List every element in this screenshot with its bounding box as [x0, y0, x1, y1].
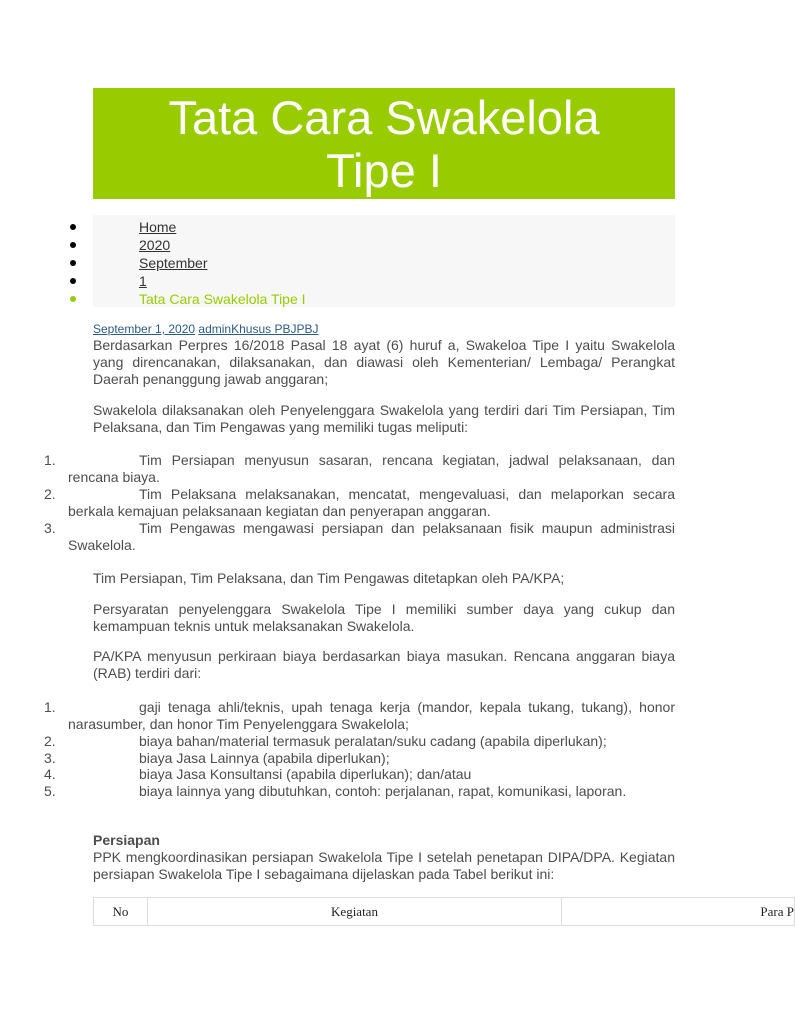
- breadcrumb-link[interactable]: Home: [139, 219, 177, 235]
- bullet-icon: [70, 260, 76, 266]
- post-date-link[interactable]: September 1, 2020: [93, 322, 196, 336]
- section-heading-persiapan: Persiapan: [93, 832, 160, 848]
- list-number: 2.: [44, 733, 56, 749]
- breadcrumb-link[interactable]: 1: [139, 273, 147, 289]
- list-number: 3.: [44, 520, 56, 536]
- paragraph-rab: PA/KPA menyusun perkiraan biaya berdasarkan biaya masukan. Rencana anggaran biaya (RAB) terdiri dari:: [93, 648, 675, 681]
- table-header-kegiatan: Kegiatan: [148, 898, 562, 925]
- bullet-icon: [70, 278, 76, 284]
- list-number: 1.: [44, 452, 56, 468]
- page-title: Tata Cara Swakelola Tipe I: [168, 90, 600, 197]
- table-header-no: No: [94, 898, 148, 925]
- list-number: 3.: [44, 750, 56, 766]
- bullet-icon: [70, 296, 76, 302]
- breadcrumb-link[interactable]: September: [139, 255, 208, 271]
- breadcrumb-item-home[interactable]: [93, 218, 675, 236]
- breadcrumb: [93, 215, 675, 307]
- table-header-para: Para P: [760, 904, 794, 919]
- post-author-link[interactable]: adminKhusus PBJPBJ: [198, 322, 319, 336]
- paragraph-intro: Berdasarkan Perpres 16/2018 Pasal 18 ayat (6) huruf a, Swakeloa Tipe I yaitu Swakelola yang direncanakan, dilaksanakan, dan diawasi oleh Kementerian/ Lembaga/ Perangkat Daerah penanggung jawab anggaran;: [93, 337, 675, 387]
- breadcrumb-current-label: Tata Cara Swakelola Tipe I: [139, 291, 306, 307]
- page-title-banner: [93, 88, 675, 199]
- bullet-icon: [70, 242, 76, 248]
- paragraph-penyelenggara: Swakelola dilaksanakan oleh Penyelenggara Swakelola yang terdiri dari Tim Persiapan, Tim Pelaksana, dan Tim Pengawas yang memiliki tugas meliputi:: [93, 402, 675, 435]
- paragraph-persyaratan: Persyaratan penyelenggara Swakelola Tipe I memiliki sumber daya yang cukup dan kemampuan teknis untuk melaksanakan Swakelola.: [93, 601, 675, 634]
- breadcrumb-item-day[interactable]: [93, 272, 675, 290]
- list-item: gaji tenaga ahli/teknis, upah tenaga kerja (mandor, kepala tukang, tukang), honor narasumber, dan honor Tim Penyelenggara Swakelola;: [68, 699, 675, 732]
- list-item: biaya Jasa Lainnya (apabila diperlukan);: [139, 750, 390, 766]
- bullet-icon: [70, 224, 76, 230]
- breadcrumb-item-year[interactable]: [93, 236, 675, 254]
- list-item: Tim Pengawas mengawasi persiapan dan pelaksanaan fisik maupun administrasi Swakelola.: [68, 520, 675, 553]
- list-item: biaya bahan/material termasuk peralatan/suku cadang (apabila diperlukan);: [139, 733, 607, 749]
- breadcrumb-item-month[interactable]: [93, 254, 675, 272]
- list-item: biaya lainnya yang dibutuhkan, contoh: perjalanan, rapat, komunikasi, laporan.: [139, 783, 627, 799]
- paragraph-persiapan: PPK mengkoordinasikan persiapan Swakelola Tipe I setelah penetapan DIPA/DPA. Kegiatan persiapan Swakelola Tipe I sebagaimana dijelaskan pada Tabel berikut ini:: [93, 849, 675, 882]
- breadcrumb-link[interactable]: 2020: [139, 237, 171, 253]
- post-meta: [93, 322, 318, 336]
- paragraph-penetapan: Tim Persiapan, Tim Pelaksana, dan Tim Pengawas ditetapkan oleh PA/KPA;: [93, 570, 565, 586]
- list-number: 5.: [44, 783, 56, 799]
- list-number: 2.: [44, 486, 56, 502]
- list-item: biaya Jasa Konsultansi (apabila diperlukan); dan/atau: [139, 766, 472, 782]
- persiapan-table: [93, 897, 795, 926]
- list-item: Tim Pelaksana melaksanakan, mencatat, mengevaluasi, dan melaporkan secara berkala kemajuan pelaksanaan kegiatan dan penyerapan anggaran.: [68, 486, 675, 519]
- breadcrumb-item-current: [93, 290, 675, 308]
- list-item: Tim Persiapan menyusun sasaran, rencana kegiatan, jadwal pelaksanaan, dan rencana biaya.: [68, 452, 675, 485]
- list-number: 1.: [44, 699, 56, 715]
- list-number: 4.: [44, 766, 56, 782]
